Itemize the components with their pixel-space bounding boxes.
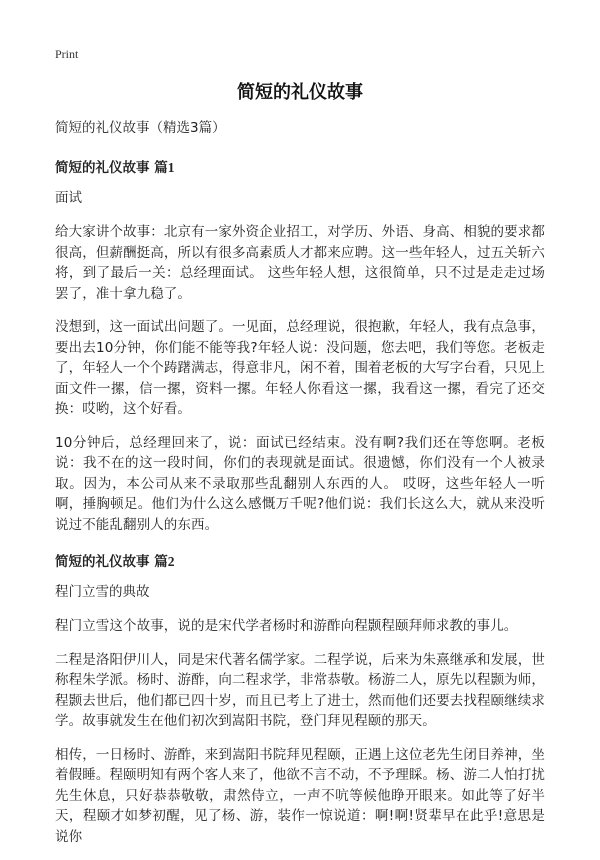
- paragraph: 没想到，这一面试出问题了。一见面，总经理说，很抱歉，年轻人，我有点急事，要出去10分钟，你们能不能等我?年轻人说：没问题，您去吧，我们等您。老板走了，年轻人一个个踌躇满志，得意非凡，闲不着，围着老板的大写字台看，只见上面文件一摞，信一摞，资料一摞。年轻人你看这一摞，我看这一摞，看完了还交换：哎哟，这个好看。: [55, 319, 545, 417]
- paragraph: 程门立雪这个故事，说的是宋代学者杨时和游酢向程颢程颐拜师求教的事儿。: [55, 618, 518, 634]
- story-section-2: [55, 552, 545, 847]
- section-heading: [55, 552, 545, 572]
- story-title: 程门立雪的典故: [55, 584, 150, 600]
- paragraph: 相传，一日杨时、游酢，来到嵩阳书院拜见程颐，正遇上这位老先生闭目养神，坐着假睡。程颐明知有两个客人来了，他欲不言不动，不予理睬。杨、游二人怕打扰先生休息，只好恭恭敬敬，肃然侍立，一声不吭等候他睁开眼来。如此等了好半天，程颐才如梦初醒，见了杨、游，装作一惊说道：啊!啊!贤辈早在此乎!意思是说你: [55, 746, 545, 845]
- page-title: 简短的礼仪故事: [237, 82, 363, 103]
- article-subtitle: 简短的礼仪故事（精选3篇）: [55, 120, 226, 136]
- paragraph: 二程是洛阳伊川人，同是宋代著名儒学家。二程学说，后来为朱熹继承和发展，世称程朱学派。杨时、游酢，向二程求学，非常恭敬。杨游二人，原先以程颢为师，程颢去世后，他们都已四十岁，而且已考上了进士，然而他们还要去找程颐继续求学。故事就发生在他们初次到嵩阳书院，登门拜见程颐的那天。: [55, 651, 545, 729]
- paragraph: 给大家讲个故事：北京有一家外资企业招工，对学历、外语、身高、相貌的要求都很高，但薪酬挺高，所以有很多高素质人才都来应聘。这一些年轻人，过五关斩六将，到了最后一关：总经理面试。 这些年轻人想，这很简单，只不过是走走过场罢了，准十拿九稳了。: [55, 224, 545, 302]
- section-heading-text: 简短的礼仪故事 篇: [55, 160, 168, 176]
- paragraph: 10分钟后，总经理回来了，说：面试已经结束。没有啊?我们还在等您啊。老板说：我不在的这一段时间，你们的表现就是面试。很遗憾，你们没有一个人被录取。因为，本公司从来不录取那些乱翻别人东西的人。 哎呀，这些年轻人一听啊，捶胸顿足。他们为什么这么感慨万千呢?他们说：我们长这么大，就从来没听说过不能乱翻别人的东西。: [55, 434, 545, 533]
- section-heading: [55, 158, 545, 178]
- section-heading-text: 简短的礼仪故事 篇: [55, 554, 168, 570]
- section-number: 2: [167, 554, 175, 569]
- section-number: 1: [167, 160, 175, 175]
- story-section-1: [55, 158, 545, 535]
- story-title: 面试: [55, 190, 82, 206]
- article-body: [55, 118, 545, 860]
- print-link[interactable]: Print: [55, 47, 79, 61]
